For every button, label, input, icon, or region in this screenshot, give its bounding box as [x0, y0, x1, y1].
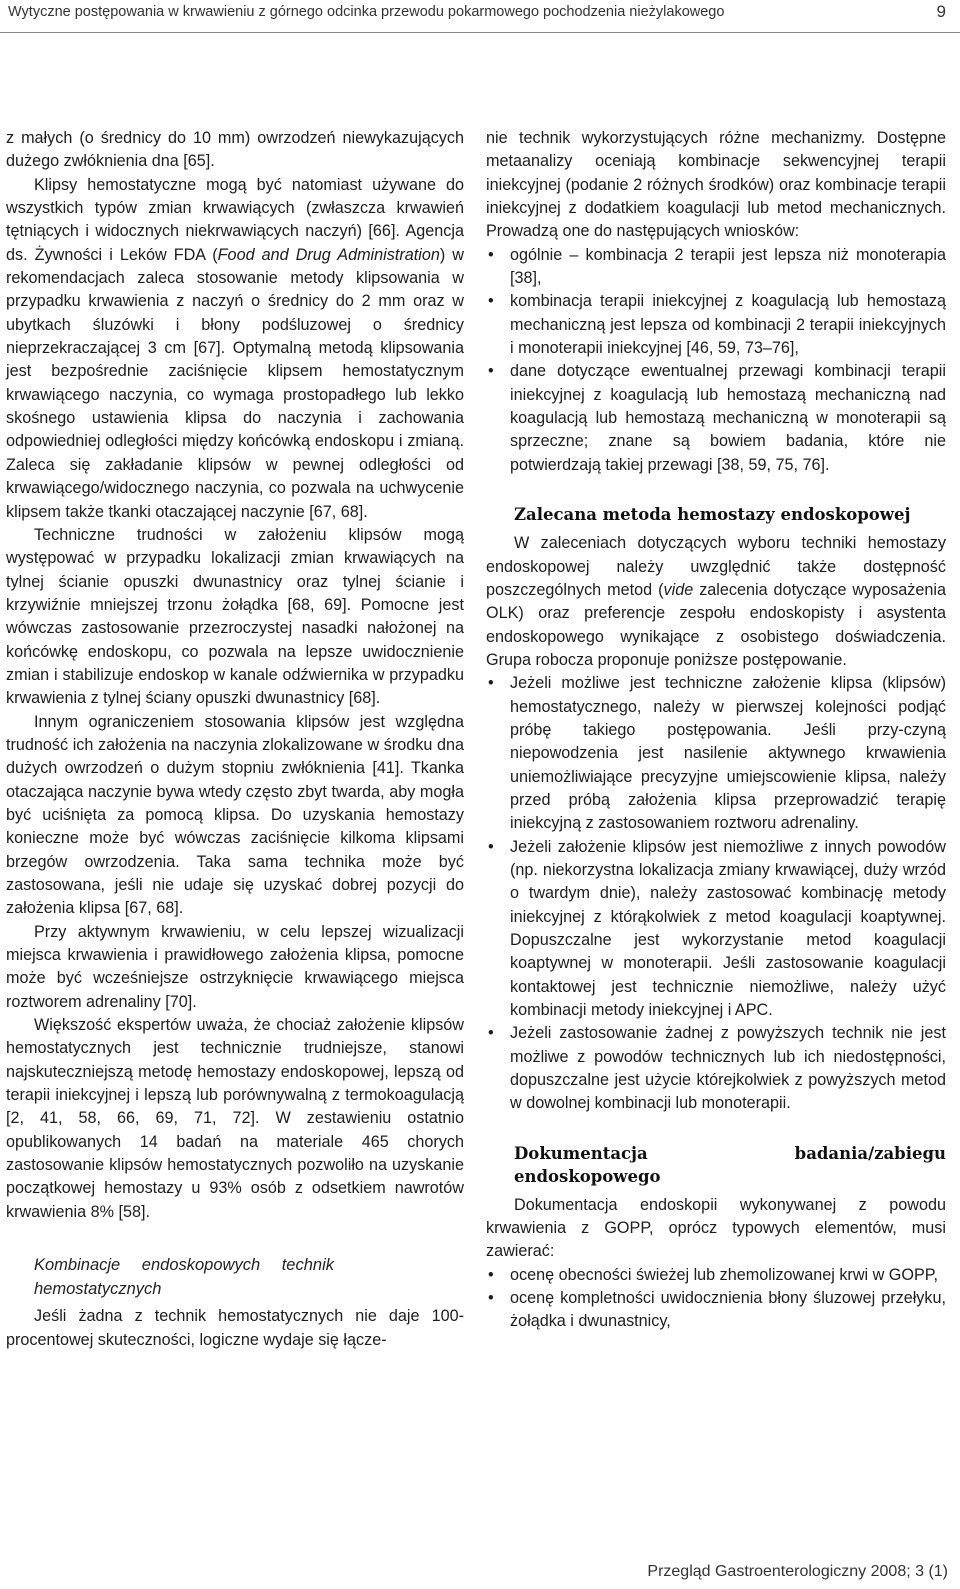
emphasis-text: vide	[663, 580, 694, 599]
paragraph: Innym ograniczeniem stosowania klipsów jest względna trudność ich założenia na naczynia zlokalizowane w środku dna dużych owrzodzeń o dużym stopniu zwłóknienia [41]. Tkanka otaczająca naczynie bywa wtedy często zbyt twarda, aby mogła być uciśnięta za pomocą klipsa. Do uzyskania hemostazy konieczne może być wówczas zaciśnięcie kilkoma klipsami brzegów owrzodzenia. Taka sama technika może być zastosowana, jeśli nie udaje się uzyskać dobrej pozycji do założenia klipsa [67, 68].	[6, 712, 464, 918]
list-item: • ocenę kompletności uwidocznienia błony śluzowej przełyku, żołądka i dwunastnicy,	[486, 1287, 946, 1334]
list-item: • Jeżeli założenie klipsów jest niemożliwe z innych powodów (np. niekorzystna lokalizacja zmiany krwawiącej, duży wrzód o twardym dnie), należy zastosować kombinację metody iniekcyjnej z którąkolwiek z metod koagulacji koaptywnej. Dopuszczalne jest wykorzystanie metod koagulacji koaptywnej w monoterapii. Jeśli zastosowanie koagulacji kontaktowej jest technicznie niemożliwe, należy użyć kombinacji metody iniekcyjnej i APC.	[486, 836, 946, 1023]
list-item: • kombinacja terapii iniekcyjnej z koagulacją lub hemostazą mechaniczną jest lepsza od kombinacji 2 terapii iniekcyjnych i monoterapii iniekcyjnej [46, 59, 73–76],	[486, 290, 946, 360]
list-item: • dane dotyczące ewentualnej przewagi kombinacji terapii iniekcyjnej z koagulacją lub hemostazą mechaniczną nad koagulacją lub hemostazą mechaniczną w monoterapii są sprzeczne; znane są bowiem badania, które nie potwierdzają takiej przewagi [38, 59, 75, 76].	[486, 360, 946, 477]
paragraph-text: zalecenia dotyczące wyposażenia OLK) oraz preferencje zespołu endoskopisty i asystenta endoskopowego wynikające z osobistego doświadczenia. Grupa robocza proponuje poniższe postępowanie.	[486, 580, 946, 669]
running-title: Wytyczne postępowania w krwawieniu z górnego odcinka przewodu pokarmowego pochodzenia nieżylakowego	[8, 4, 725, 20]
section-heading: Zalecana metoda hemostazy endoskopowej	[514, 505, 911, 525]
journal-footer: Przegląd Gastroenterologiczny 2008; 3 (1)	[647, 1563, 948, 1580]
paragraph: z małych (o średnicy do 10 mm) owrzodzeń niewykazujących dużego zwłóknienia dna [65].	[6, 129, 464, 171]
bullet-list	[486, 1264, 946, 1334]
list-item: • Jeżeli zastosowanie żadnej z powyższych technik nie jest możliwe z powodów technicznych lub ich niedostępności, dopuszczalne jest użycie którejkolwiek z powyższych metod w dowolnej kombinacji lub monoterapii.	[486, 1022, 946, 1115]
left-column	[6, 127, 464, 1352]
bullet-list	[486, 672, 946, 1116]
subheading: Kombinacje endoskopowych technik hemostatycznych	[34, 1256, 334, 1298]
paragraph-text: W zaleceniach dotyczących wyboru techniki hemostazy endoskopowej należy uwzględnić także dostępność poszczególnych metod (	[486, 534, 946, 599]
paragraph: Przy aktywnym krwawieniu, w celu lepszej wizualizacji miejsca krwawienia i prawidłowego założenia klipsa, pomocne może być wcześniejsze ostrzyknięcie krwawiącego miejsca roztworem adrenaliny [70].	[6, 922, 464, 1011]
paragraph: nie technik wykorzystujących różne mechanizmy. Dostępne metaanalizy oceniają kombinacje sekwencyjnej terapii iniekcyjnej (podanie 2 różnych środków) oraz kombinacje terapii iniekcyjnej z dodatkiem koagulacji lub metod mechanicznych. Prowadzą one do następujących wniosków:	[486, 129, 946, 241]
bullet-list	[486, 244, 946, 477]
running-header	[0, 0, 960, 38]
list-item: • Jeżeli możliwe jest techniczne założenie klipsa (klipsów) hemostatycznego, należy w pierwszej kolejności podjąć próbę takiego postępowania. Jeśli przy-czyną niepowodzenia jest nasilenie aktywnego krwawienia uniemożliwiające precyzyjne umiejscowienie klipsa, należy przed próbą założenia klipsa przeprowadzić terapię iniekcyjną z zastosowaniem roztworu adrenaliny.	[486, 672, 946, 835]
paragraph: Jeśli żadna z technik hemostatycznych nie daje 100-procentowej skuteczności, logiczne wydaje się łącze-	[6, 1307, 464, 1349]
list-item: • ocenę obecności świeżej lub zhemolizowanej krwi w GOPP,	[486, 1264, 946, 1287]
paragraph	[486, 532, 946, 672]
paragraph	[6, 174, 464, 524]
paragraph-text: ) w rekomendacjach zaleca stosowanie metody klipsowania w przypadku krwawienia z naczyń o średnicy do 2 mm oraz w ubytkach śluzówki i błony podśluzowej o średnicy nieprzekraczającej 3 cm [67]. Optymalną metodą klipsowania jest bezpośrednie zaciśnięcie klipsem hemostatycznym krwawiącego naczynia, co wymaga prostopadłego lub lekko skośnego ustawienia klipsa do naczynia i zachowania odpowiedniej odległości między końcówką endoskopu i zmianą. Zaleca się zakładanie klipsów w pewnej odległości od krwawiącego/widocznego naczynia, co pozwala na uchwycenie klipsem także tkanki otaczającej naczynie [67, 68].	[6, 245, 464, 521]
header-divider	[0, 32, 960, 33]
emphasis-text: Food and Drug Administration	[217, 245, 440, 264]
right-column	[486, 127, 946, 1334]
paragraph: Techniczne trudności w założeniu klipsów mogą występować w przypadku lokalizacji zmian krwawiących na tylnej ścianie opuszki dwunastnicy oraz tylnej ścianie i krzywiźnie mniejszej trzonu żołądka [68, 69]. Pomocne jest wówczas zastosowanie przezroczystej nasadki nałożonej na końcówkę endoskopu, co pozwala na lepsze uwidocznienie zmian i stabilizuje endoskop w kanale odźwiernika w przypadku krwawienia z tylnej ściany opuszki dwunastnicy [68].	[6, 525, 464, 708]
paragraph: Większość ekspertów uważa, że chociaż założenie klipsów hemostatycznych jest technicznie trudniejsze, stanowi najskuteczniejszą metodę hemostazy endoskopowej, lepszą od terapii iniekcyjnej i lepszą lub porównywalną z termokoagulacją [2, 41, 58, 66, 69, 71, 72]. W zestawieniu ostatnio opublikowanych 14 badań na materiale 465 chorych zastosowanie klipsów hemostatycznych pozwoliło na uzyskanie początkowej hemostazy u 93% osób z odsetkiem nawrotów krwawienia 8% [58].	[6, 1016, 464, 1221]
page-number: 9	[936, 2, 946, 21]
section-heading: Dokumentacja badania/zabiegu endoskopowego	[514, 1143, 946, 1186]
list-item: • ogólnie – kombinacja 2 terapii jest lepsza niż monoterapia [38],	[486, 244, 946, 291]
paragraph-text: Klipsy hemostatyczne mogą być natomiast używane do wszystkich typów zmian krwawiących (zwłaszcza krwawień tętniących i widocznych niekrwawiących naczyń) [66]. Agencja ds. Żywności i Leków FDA (	[6, 175, 464, 264]
paragraph: Dokumentacja endoskopii wykonywanej z powodu krwawienia z GOPP, oprócz typowych elementów, musi zawierać:	[486, 1195, 946, 1261]
